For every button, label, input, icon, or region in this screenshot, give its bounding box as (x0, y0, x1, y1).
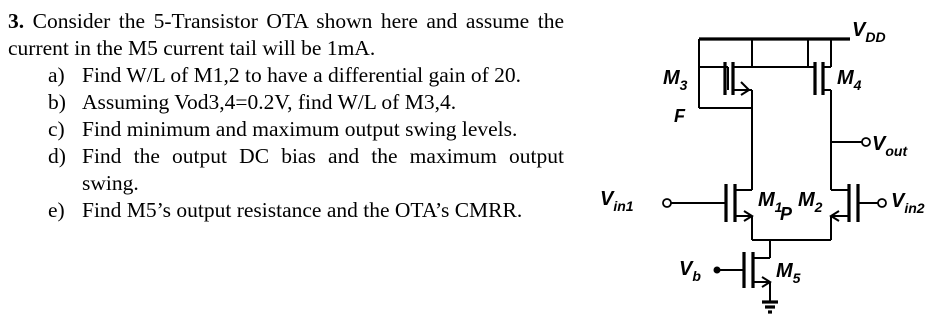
m4-label: $M_4$ (837, 67, 862, 93)
question-letter: e) (48, 198, 65, 222)
question-text: Find minimum and maximum output swing levels. (82, 117, 518, 141)
m5-label: $M_5$ (776, 260, 801, 286)
vdd-label: $V_{DD}$ (852, 19, 886, 45)
question-letter: c) (48, 117, 65, 141)
node-p-label: P (780, 204, 793, 224)
problem-text (8, 8, 564, 224)
question-item (8, 62, 564, 89)
ground-icon (762, 302, 778, 312)
problem-number: 3. (8, 9, 25, 33)
problem-intro (8, 8, 564, 62)
question-item (8, 116, 564, 143)
m2-label: $M_2$ (798, 189, 823, 215)
question-text: Find the output DC bias and the maximum output swing. (82, 144, 564, 195)
m5-transistor (719, 240, 770, 302)
problem-statement: Consider the 5-Transistor OTA shown here and assume the current in the M5 current tail will be 1mA. (8, 9, 564, 60)
m3-transistor (699, 39, 752, 190)
vb-label: $V_b$ (679, 258, 701, 284)
ota-schematic (590, 0, 946, 321)
question-letter: a) (48, 63, 65, 87)
question-text: Find M5’s output resistance and the OTA’s CMRR. (82, 198, 523, 222)
question-text: Find W/L of M1,2 to have a differential gain of 20. (82, 63, 522, 87)
vin2-label: $V_{in2}$ (891, 190, 925, 216)
question-item (8, 197, 564, 224)
m3-label: $M_3$ (663, 67, 688, 93)
m4-transistor (752, 39, 831, 190)
question-item (8, 143, 564, 197)
question-letter: d) (48, 144, 66, 168)
m1-label: $M_1$ (758, 189, 783, 215)
vin1-terminal (663, 199, 671, 207)
vin2-terminal (878, 199, 886, 207)
question-letter: b) (48, 90, 66, 114)
question-text: Assuming Vod3,4=0.2V, find W/L of M3,4. (82, 90, 457, 114)
m2-transistor (831, 184, 878, 240)
node-f-label: F (674, 106, 685, 126)
vin1-label: $V_{in1}$ (600, 188, 634, 214)
vout-terminal (862, 138, 870, 146)
m1-transistor (671, 184, 752, 240)
question-list (8, 62, 564, 224)
vb-terminal (714, 267, 721, 274)
question-item (8, 89, 564, 116)
vout-label: $V_{out}$ (872, 133, 908, 159)
